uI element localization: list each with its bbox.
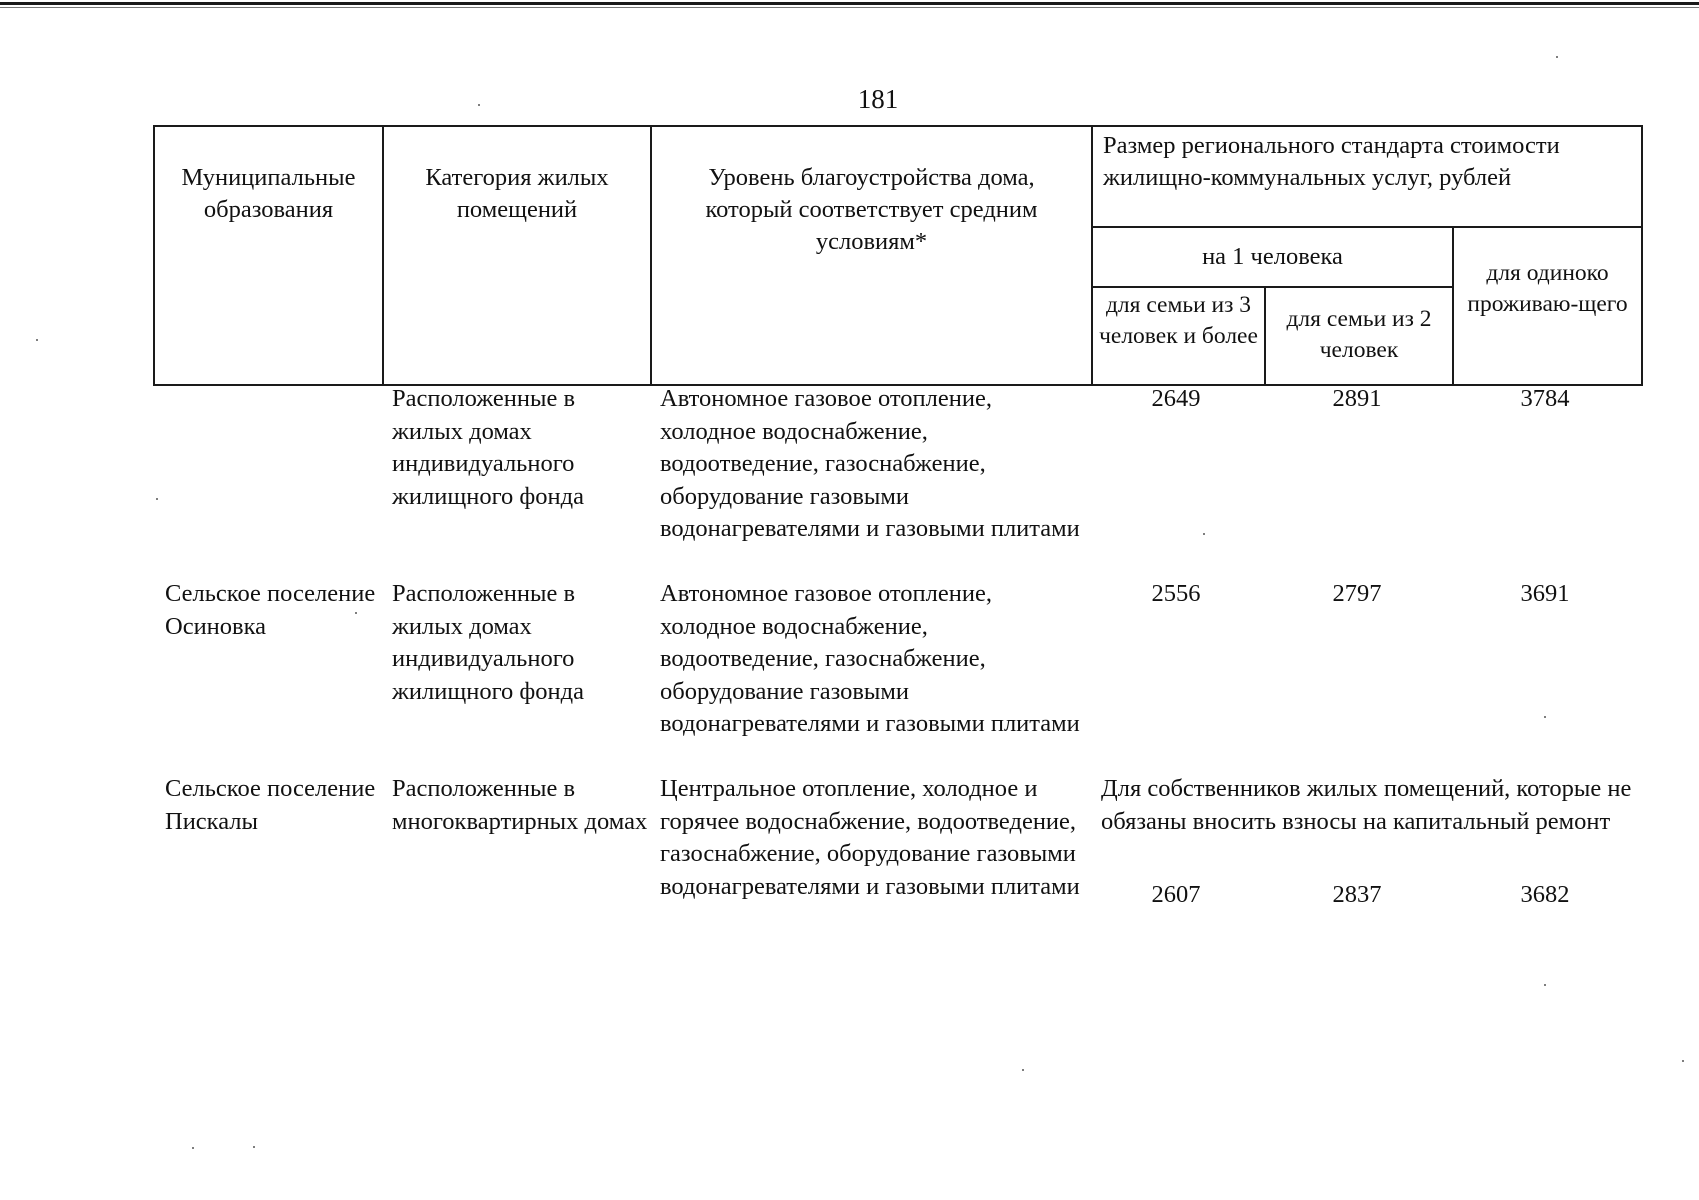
- row3-category: Расположенные в многоквартирных домах: [392, 775, 648, 835]
- header-category: [383, 126, 651, 385]
- page-number: 181: [857, 84, 899, 114]
- row2-category: Расположенные в жилых домах индивидуального жилищного фонда: [392, 580, 584, 705]
- row3-municipality: Сельское поселение Пискалы: [165, 775, 376, 835]
- row1-value-single: 3784: [1520, 385, 1570, 412]
- scan-speck: [1203, 533, 1205, 535]
- row2-value-family2: 2797: [1332, 580, 1382, 607]
- header-family2-text: для семьи из 2 человек: [1286, 306, 1432, 363]
- row2-value-family3: 2556: [1151, 580, 1201, 607]
- header-standard-text: Размер регионального стандарта стоимости жилищно-коммунальных услуг, рублей: [1103, 132, 1560, 191]
- header-family3: [1092, 287, 1265, 385]
- scan-edge-line: [0, 2, 1699, 5]
- header-family3-text: для семьи из 3 человек и более: [1099, 292, 1258, 349]
- scan-speck: [36, 339, 38, 341]
- header-category-text: Категория жилых помещений: [425, 164, 609, 223]
- header-level: [651, 126, 1092, 385]
- row1-value-family3: 2649: [1151, 385, 1201, 412]
- table-header: [153, 125, 1643, 386]
- row3-value-single: 3682: [1520, 881, 1570, 908]
- scan-speck: [478, 104, 480, 106]
- row3-note: Для собственников жилых помещений, которые не обязаны вносить взносы на капитальный ремонт: [1101, 775, 1632, 835]
- row2-municipality: Сельское поселение Осиновка: [165, 580, 376, 640]
- scan-speck: [1544, 716, 1546, 718]
- scan-speck: [192, 1147, 194, 1149]
- scan-speck: [156, 498, 158, 500]
- scan-speck: [355, 612, 357, 614]
- scan-speck: [1682, 1060, 1684, 1062]
- header-single-text: для одиноко проживаю-щего: [1467, 260, 1628, 317]
- header-family2: [1265, 287, 1453, 385]
- header-level-text: Уровень благоустройства дома, который соответствует средним условиям*: [705, 164, 1038, 255]
- header-per-person: [1092, 227, 1453, 287]
- header-municipality-text: Муниципальные образования: [181, 164, 356, 223]
- header-municipality: [154, 126, 383, 385]
- row3-level: Центральное отопление, холодное и горячее водоснабжение, водоотведение, газоснабжение, оборудование газовыми водонагревателями и газовыми плитами: [660, 775, 1080, 900]
- row2-value-single: 3691: [1520, 580, 1570, 607]
- row3-value-family2: 2837: [1332, 881, 1382, 908]
- row1-category: Расположенные в жилых домах индивидуального жилищного фонда: [392, 385, 584, 510]
- row2-level: Автономное газовое отопление, холодное водоснабжение, водоотведение, газоснабжение, оборудование газовыми водонагревателями и газовыми плитами: [660, 580, 1080, 737]
- scan-edge-line-thin: [0, 7, 1699, 8]
- header-per-person-text: на 1 человека: [1202, 243, 1343, 270]
- row1-value-family2: 2891: [1332, 385, 1382, 412]
- header-single: [1453, 227, 1642, 385]
- scan-speck: [1544, 984, 1546, 986]
- scan-speck: [1022, 1069, 1024, 1071]
- scan-speck: [253, 1146, 255, 1148]
- row1-level: Автономное газовое отопление, холодное водоснабжение, водоотведение, газоснабжение, оборудование газовыми водонагревателями и газовыми плитами: [660, 385, 1080, 542]
- row3-value-family3: 2607: [1151, 881, 1201, 908]
- scan-speck: [1556, 56, 1558, 58]
- header-standard: [1092, 126, 1642, 227]
